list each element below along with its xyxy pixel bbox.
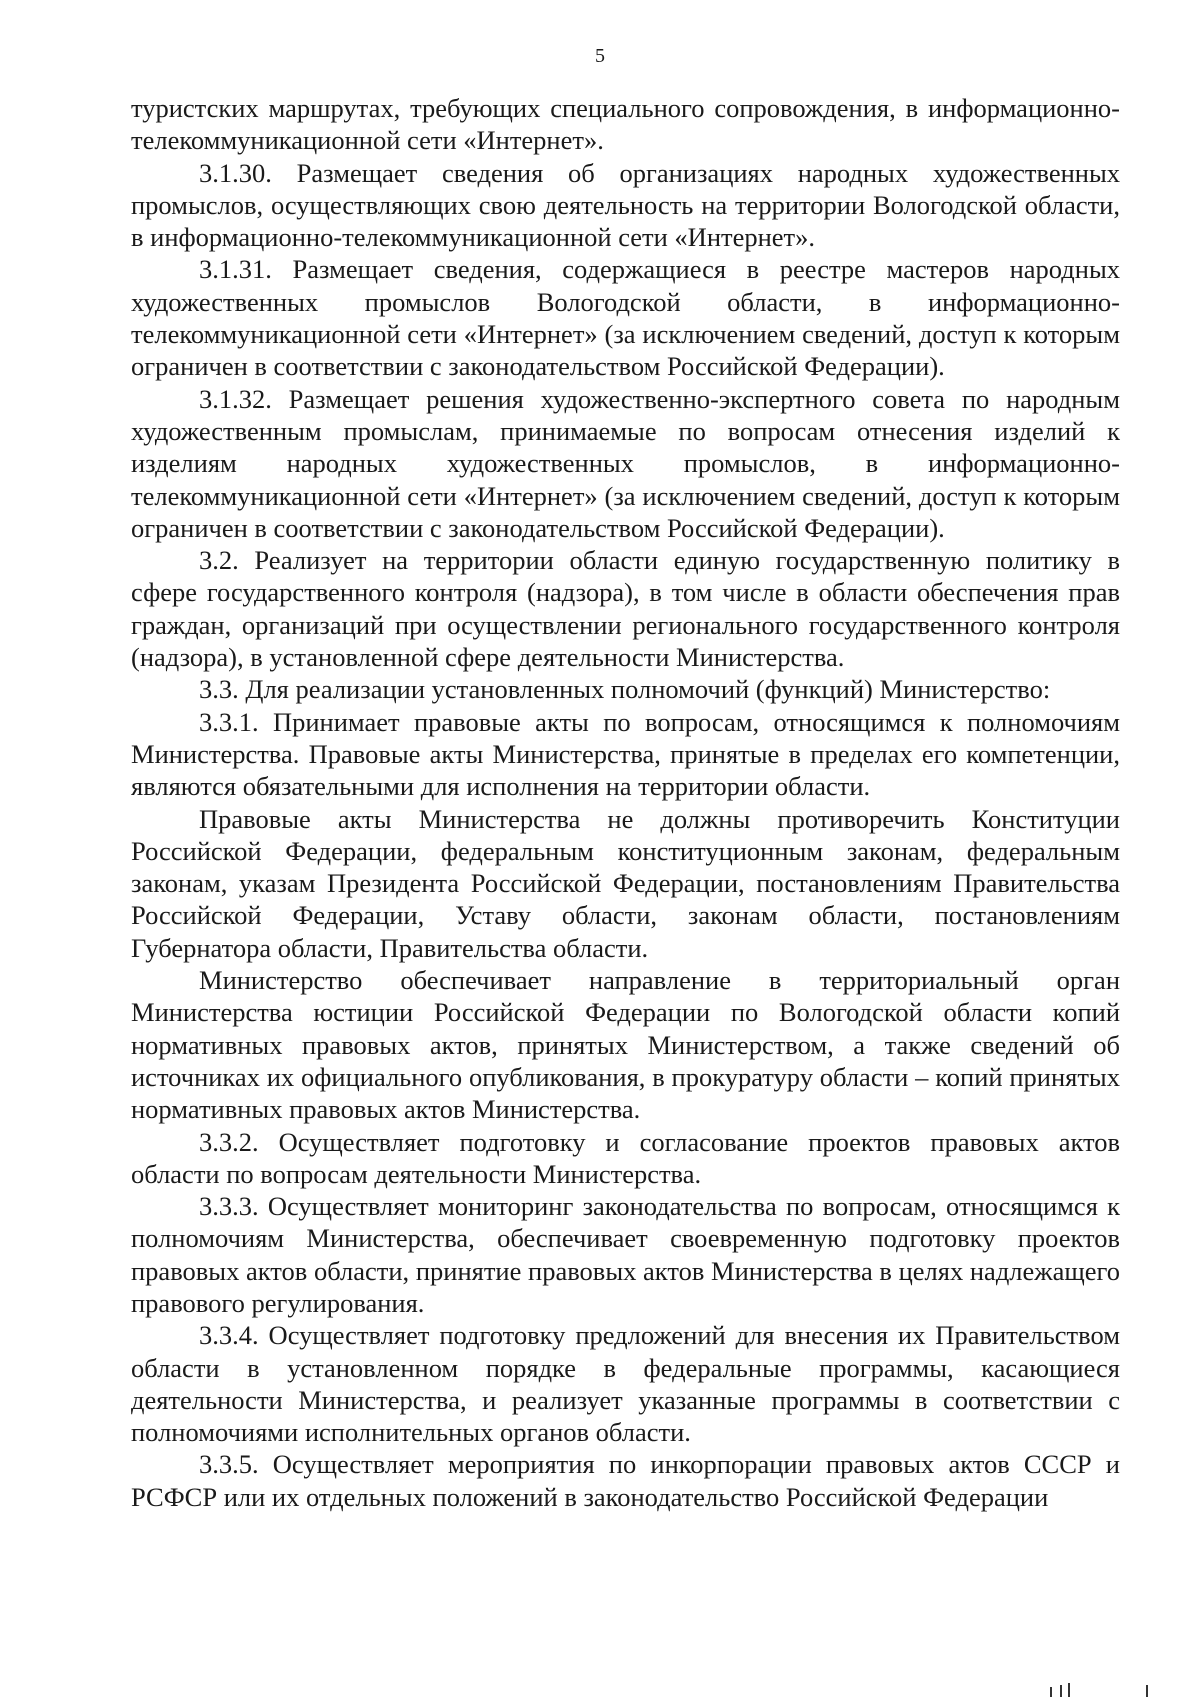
paragraph-legal-acts-conformity: Правовые акты Министерства не должны противоречить Конституции Российской Федерации, федеральным конституционным законам, федеральным законам, указам Президента Российской Федерации, постановлениям Правительства Российской Федерации, Уставу области, законам области, постановлениям Губернатора области, Правительства области. [131, 803, 1120, 963]
paragraph-3-3-4: 3.3.4. Осуществляет подготовку предложений для внесения их Правительством области в установленном порядке в федеральные программы, касающиеся деятельности Министерства, и реализует указанные программы в соответствии с полномочиями исполнительных органов области. [131, 1320, 1120, 1448]
paragraph-3-3-2: 3.3.2. Осуществляет подготовку и согласование проектов правовых актов области по вопросам деятельности Министерства. [131, 1126, 1120, 1189]
page-number: 5 [595, 45, 605, 67]
paragraph-continuation: туристских маршрутах, требующих специального сопровождения, в информационно-телекоммуникационной сети «Интернет». [131, 93, 1120, 156]
paragraph-3-2: 3.2. Реализует на территории области единую государственную политику в сфере государственного контроля (надзора), в том числе в области обеспечения прав граждан, организаций при осуществлении регионального государственного контроля (надзора), в установленной сфере деятельности Министерства. [131, 545, 1120, 673]
paragraph-3-1-31: 3.1.31. Размещает сведения, содержащиеся в реестре мастеров народных художественных промыслов Вологодской области, в информационно-телекоммуникационной сети «Интернет» (за исключением сведений, доступ к которым ограничен в соответствии с законодательством Российской Федерации). [131, 254, 1120, 382]
scan-artifact-marks [1046, 1675, 1166, 1697]
paragraph-3-3: 3.3. Для реализации установленных полномочий (функций) Министерство: [199, 674, 1051, 705]
paragraph-3-3-1: 3.3.1. Принимает правовые акты по вопросам, относящимся к полномочиям Министерства. Правовые акты Министерства, принятые в пределах его компетенции, являются обязательными для исполнения на территории области. [131, 706, 1120, 802]
paragraph-3-1-30: 3.1.30. Размещает сведения об организациях народных художественных промыслов, осуществляющих свою деятельность на территории Вологодской области, в информационно-телекоммуникационной сети «Интернет». [131, 157, 1120, 253]
paragraph-3-3-5: 3.3.5. Осуществляет мероприятия по инкорпорации правовых актов СССР и РСФСР или их отдельных положений в законодательство Российской Федерации [131, 1449, 1120, 1512]
document-body [131, 92, 1120, 1513]
paragraph-3-1-32: 3.1.32. Размещает решения художественно-экспертного совета по народным художественным промыслам, принимаемые по вопросам отнесения изделий к изделиям народных художественных промыслов, в информационно-телекоммуникационной сети «Интернет» (за исключением сведений, доступ к которым ограничен в соответствии с законодательством Российской Федерации). [131, 383, 1120, 543]
paragraph-ministry-submission: Министерство обеспечивает направление в территориальный орган Министерства юстиции Российской Федерации по Вологодской области копий нормативных правовых актов, принятых Министерством, а также сведений об источниках их официального опубликования, в прокуратуру области – копий принятых нормативных правовых актов Министерства. [131, 965, 1120, 1125]
paragraph-3-3-3: 3.3.3. Осуществляет мониторинг законодательства по вопросам, относящимся к полномочиям Министерства, обеспечивает своевременную подготовку проектов правовых актов области, принятие правовых актов Министерства в целях надлежащего правового регулирования. [131, 1191, 1120, 1318]
